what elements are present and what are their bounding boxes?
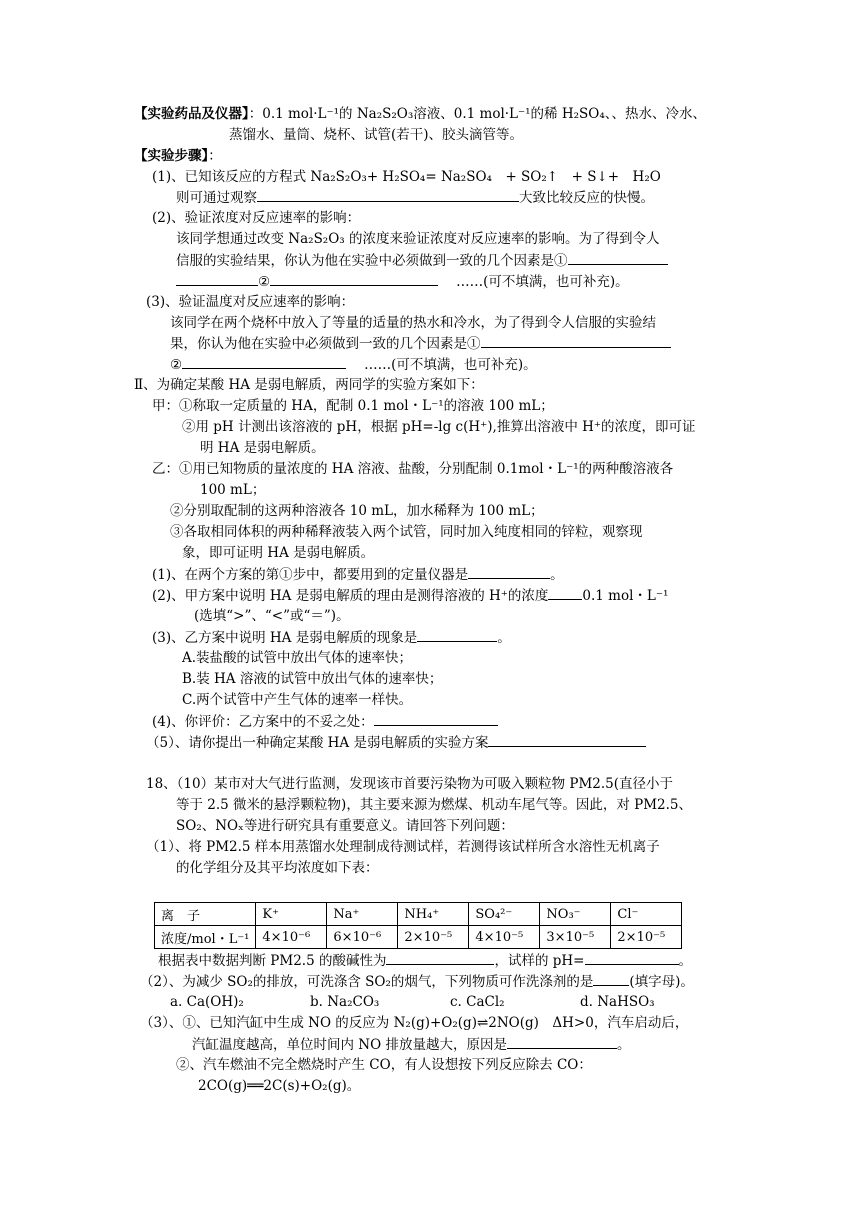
table-header-cell: SO₄²⁻: [469, 903, 540, 926]
q18-part3-end: 。: [616, 1037, 631, 1053]
answer-blank[interactable]: [507, 1034, 617, 1049]
question-5-text: （5）、请你提出一种确定某酸 HA 是弱电解质的实验方案: [146, 735, 489, 751]
q18-line-2: 等于 2.5 微米的悬浮颗粒物)，其主要来源为燃煤、机动车尾气等。因此，对 PM2.5、: [176, 797, 692, 813]
table-cell: 浓度/mol・L⁻¹: [155, 926, 256, 949]
step3-line-3: [170, 354, 537, 375]
step2-text-end: ……(可不填满，也可补充)。: [456, 274, 629, 290]
question-4: [152, 711, 498, 732]
answer-blank[interactable]: [182, 354, 346, 369]
q18-part2-end: (填字母)。: [629, 974, 694, 990]
materials-line-2: 蒸馏水、量筒、烧杯、试管(若干)、胶头滴管等。: [229, 127, 524, 143]
question-5: [146, 732, 646, 753]
answer-blank[interactable]: [548, 585, 582, 600]
answer-blank[interactable]: [568, 250, 668, 265]
answer-blank[interactable]: [257, 187, 519, 202]
question-1-end: 。: [550, 567, 564, 583]
step2-title: (2)、验证浓度对反应速率的影响：: [152, 210, 361, 226]
materials-text-1: ：0.1 mol·L⁻¹的 Na₂S₂O₃溶液、0.1 mol·L⁻¹的稀 H₂SO₄、、热水、冷水、: [248, 106, 707, 122]
q18-line-3: SO₂、NOₓ等进行研究具有重要意义。请回答下列问题：: [176, 818, 514, 834]
step1-text-b: 大致比较反应的快慢。: [519, 190, 654, 206]
steps-heading-line: [134, 146, 222, 166]
table-header-cell: K⁺: [256, 903, 327, 926]
step2-line-2: [176, 250, 668, 271]
table-cell: 3×10⁻⁵: [540, 926, 611, 949]
question-2-text: (2)、甲方案中说明 HA 是弱电解质的理由是测得溶液的 H⁺的浓度: [152, 588, 549, 604]
plan-jia-2: ②用 pH 计测出该溶液的 pH，根据 pH=-lg c(H⁺),推算出溶液中 H⁺的浓度，即可证: [182, 419, 696, 435]
answer-blank[interactable]: [593, 971, 629, 986]
circle-2-label: ②: [258, 274, 271, 290]
ion-concentration-table: [154, 902, 682, 949]
table-cell: 6×10⁻⁶: [327, 926, 398, 949]
q18-part2-option-c: c. CaCl₂: [450, 994, 505, 1010]
table-cell: 4×10⁻⁵: [469, 926, 540, 949]
q18-part3-line-4: 2CO(g)══2C(s)+O₂(g)。: [198, 1078, 361, 1094]
steps-heading: 【实验步骤】: [134, 148, 209, 164]
question-3-text: (3)、乙方案中说明 HA 是弱电解质的现象是: [152, 630, 418, 646]
step3-line-1: 该同学在两个烧杯中放入了等量的适量的热水和冷水，为了得到令人信服的实验结: [170, 315, 656, 331]
question-3-end: 。: [497, 630, 511, 646]
plan-jia-3: 明 HA 是弱电解质。: [200, 440, 325, 456]
table-cell: 2×10⁻⁵: [611, 926, 682, 949]
plan-yi-3: ②分别取配制的这两种溶液各 10 mL，加水稀释为 100 mL；: [170, 503, 544, 519]
plan-yi-1: 乙：①用已知物质的量浓度的 HA 溶液、盐酸，分别配制 0.1mol・L⁻¹的两种酸溶液各: [152, 461, 674, 477]
table-header-cell: NH₄⁺: [398, 903, 469, 926]
table-header-cell: 离 子: [155, 903, 256, 926]
plan-yi-4: ③各取相同体积的两种稀释液装入两个试管，同时加入纯度相同的锌粒，观察现: [170, 524, 643, 540]
q18-part2-option-b: b. Na₂CO₃: [310, 994, 380, 1010]
plan-yi-5: 象，即可证明 HA 是弱电解质。: [182, 545, 375, 561]
steps-heading-colon: ：: [208, 148, 222, 164]
materials-heading: 【实验药品及仪器】: [134, 106, 249, 122]
q18-part1-text-a: 根据表中数据判断 PM2.5 的酸碱性为: [158, 953, 387, 969]
question-2: [152, 585, 668, 606]
question-1-text: (1)、在两个方案的第①步中，都要用到的定量仪器是: [152, 567, 469, 583]
step3-text: 果，你认为他在实验中必须做到一致的几个因素是①: [170, 336, 481, 352]
option-c: C.两个试管中产生气体的速率一样快。: [182, 692, 413, 708]
q18-part2-text: （2）、为减少 SO₂的排放，可洗涤含 SO₂的烟气，下列物质可作洗涤剂的是: [140, 974, 594, 990]
answer-blank[interactable]: [386, 950, 494, 965]
table-cell: 2×10⁻⁵: [398, 926, 469, 949]
table-header-cell: Na⁺: [327, 903, 398, 926]
q18-line-1: 18、（10）某市对大气进行监测，发现该市首要污染物为可吸入颗粒物 PM2.5(直径小于: [146, 776, 674, 792]
answer-blank[interactable]: [468, 564, 550, 579]
answer-blank[interactable]: [481, 333, 671, 348]
q18-part2-option-a: a. Ca(OH)₂: [170, 994, 244, 1010]
question-4-text: (4)、你评价：乙方案中的不妥之处：: [152, 714, 374, 730]
plan-yi-2: 100 mL；: [200, 482, 266, 498]
q18-part1-text-b: ，试样的 pH=: [494, 953, 585, 969]
question-3: [152, 627, 511, 648]
step3-text-end: ……(可不填满，也可补充)。: [364, 357, 537, 373]
question-2-hint: (选填“>”、“<”或“＝”)。: [194, 608, 350, 624]
step3-title: (3)、验证温度对反应速率的影响：: [146, 294, 355, 310]
answer-blank[interactable]: [374, 711, 498, 726]
q18-part1-line-2: 的化学组分及其平均浓度如下表：: [176, 860, 379, 876]
q18-part1-answer: [158, 950, 692, 971]
answer-blank[interactable]: [488, 732, 646, 747]
step2-text: 信服的实验结果，你认为他在实验中必须做到一致的几个因素是①: [176, 253, 568, 269]
step1-text-a: 则可通过观察: [176, 190, 257, 206]
materials-line-1: [134, 104, 706, 124]
option-a: A.装盐酸的试管中放出气体的速率快；: [182, 650, 413, 666]
q18-part3-line-2: [192, 1034, 630, 1055]
q18-part1-text-c: 。: [678, 953, 692, 969]
answer-blank[interactable]: [417, 627, 497, 642]
q18-part3-line-1: （3）、①、已知汽缸中生成 NO 的反应为 N₂(g)+O₂(g)⇌2NO(g) ΔH>0，汽车启动后，: [140, 1015, 689, 1031]
option-b: B.装 HA 溶液的试管中放出气体的速率快；: [182, 671, 443, 687]
step2-line-3: [176, 271, 629, 292]
q18-part2: [140, 971, 694, 992]
step1-line-1: (1)、已知该反应的方程式 Na₂S₂O₃+ H₂SO₄= Na₂SO₄ + SO₂↑ + S↓+ H₂O: [152, 169, 661, 185]
table-row: [155, 926, 682, 949]
question-2-unit: 0.1 mol・L⁻¹: [582, 588, 669, 604]
step2-line-1: 该同学想通过改变 Na₂S₂O₃ 的浓度来验证浓度对反应速率的影响。为了得到令人: [176, 231, 660, 247]
q18-part1-line-1: （1）、将 PM2.5 样本用蒸馏水处理制成待测试样，若测得该试样所含水溶性无机离子: [146, 839, 660, 855]
q18-part3-text: 汽缸温度越高，单位时间内 NO 排放量越大，原因是: [192, 1037, 507, 1053]
part2-intro: Ⅱ、为确定某酸 HA 是弱电解质，两同学的实验方案如下：: [134, 377, 484, 393]
q18-part2-option-d: d. NaHSO₃: [580, 994, 655, 1010]
table-cell: 4×10⁻⁶: [256, 926, 327, 949]
step3-line-2: [170, 333, 671, 354]
table-row: [155, 903, 682, 926]
answer-blank[interactable]: [176, 271, 258, 286]
answer-blank[interactable]: [585, 950, 679, 965]
q18-part3-line-3: ②、汽车燃油不完全燃烧时产生 CO，有人设想按下列反应除去 CO：: [176, 1057, 592, 1073]
step1-line-2: [176, 187, 654, 208]
table-header-cell: Cl⁻: [611, 903, 682, 926]
answer-blank[interactable]: [270, 271, 438, 286]
table-header-cell: NO₃⁻: [540, 903, 611, 926]
circle-2-label: ②: [170, 357, 183, 373]
question-1: [152, 564, 564, 585]
plan-jia-1: 甲：①称取一定质量的 HA，配制 0.1 mol・L⁻¹的溶液 100 mL；: [152, 398, 554, 414]
